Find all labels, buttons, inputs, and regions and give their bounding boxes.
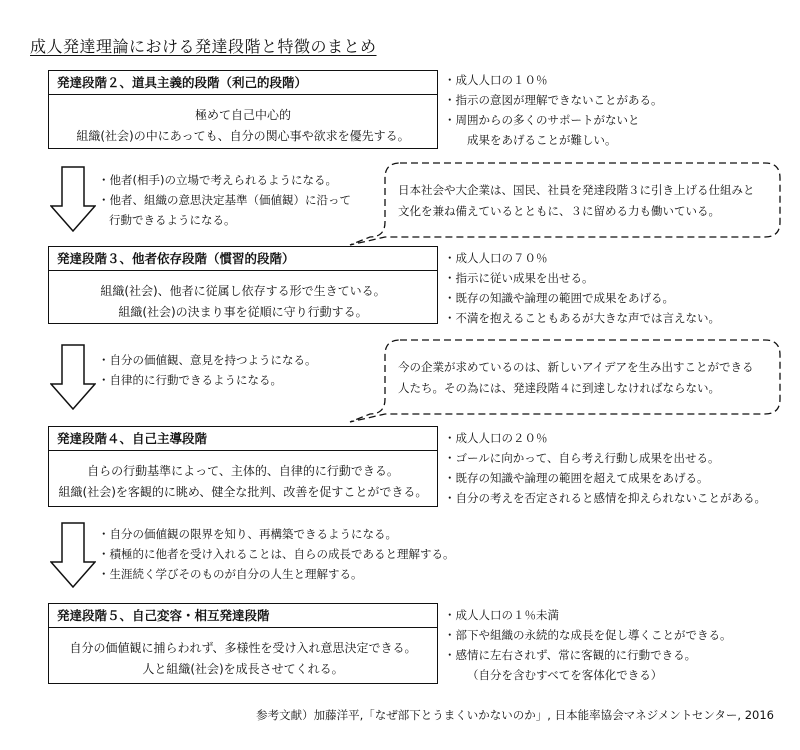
transition-notes-2	[98, 350, 317, 390]
down-arrow-icon	[50, 166, 96, 232]
note-item: ・成人人口の７０％	[444, 251, 548, 265]
transition-notes-1	[98, 170, 351, 230]
transition-notes-3	[98, 524, 455, 584]
note-item: （自分を含むすべてを客体化できる）	[467, 668, 663, 682]
note-item: ・感情に左右されず、常に客観的に行動できる。	[444, 648, 697, 662]
transition-item: ・自律的に行動できるようになる。	[98, 373, 282, 387]
stage-description-line: 人と組織(社会)を成長させてくれる。	[142, 662, 344, 676]
note-item: ・指示に従い成果を出せる。	[444, 271, 594, 285]
bubble-line: 人たち。その為には、発達段階４に到達しなければならない。	[398, 381, 720, 395]
note-item: ・部下や組織の永続的な成長を促し導くことができる。	[444, 628, 732, 642]
stage-description-line: 極めて自己中心的	[194, 108, 291, 122]
transition-item: ・自分の価値観、意見を持つようになる。	[98, 353, 317, 367]
bubble-line: 今の企業が求めているのは、新しいアイデアを生み出すことができる	[398, 360, 754, 374]
stage-header: 発達段階４、自己主導段階	[49, 427, 437, 451]
stage-description-line: 組織(社会)の決まり事を従順に守り行動する。	[118, 305, 368, 319]
stage-description	[49, 95, 437, 147]
stage-notes-2	[444, 70, 663, 150]
stage-box-4	[48, 426, 438, 507]
bubble-line: 文化を兼ね備えているとともに、３に留める力も働いている。	[398, 204, 720, 218]
note-item: ・ゴールに向かって、自ら考え行動し成果を出せる。	[444, 451, 720, 465]
down-arrow-icon	[50, 344, 96, 410]
speech-bubble-text-1	[398, 180, 755, 222]
transition-item: ・自分の価値観の限界を知り、再構築できるようになる。	[98, 527, 397, 541]
note-item: ・既存の知識や論理の範囲を超えて成果をあげる。	[444, 471, 709, 485]
stage-notes-4	[444, 428, 766, 508]
transition-item: ・生涯続く学びそのものが自分の人生と理解する。	[98, 567, 363, 581]
bubble-line: 日本社会や大企業は、国民、社員を発達段階３に引き上げる仕組みと	[398, 183, 755, 197]
stage-description	[49, 451, 437, 503]
note-item: ・指示の意図が理解できないことがある。	[444, 93, 663, 107]
stage-description-line: 自らの行動基準によって、主体的、自律的に行動できる。	[87, 464, 399, 478]
note-item: ・自分の考えを否定されると感情を抑えられないことがある。	[444, 491, 766, 505]
stage-description-line: 組織(社会)を客観的に眺め、健全な批判、改善を促すことができる。	[58, 485, 428, 499]
stage-description	[49, 271, 437, 323]
stage-description-line: 組織(社会)の中にあっても、自分の関心事や欲求を優先する。	[76, 129, 410, 143]
stage-header: 発達段階５、自己変容・相互発達段階	[49, 604, 437, 628]
note-item: ・周囲からの多くのサポートがないと	[444, 113, 640, 127]
note-item: ・成人人口の１％未満	[444, 608, 559, 622]
stage-notes-3	[444, 248, 720, 328]
page-title: 成人発達理論における発達段階と特徴のまとめ	[30, 37, 377, 56]
stage-box-5	[48, 603, 438, 684]
transition-item: ・他者、組織の意思決定基準（価値観）に沿って	[98, 193, 351, 207]
reference-citation: 参考文献）加藤洋平,「なぜ部下とうまくいかないのか」, 日本能率協会マネジメントセンター, 2016	[256, 708, 774, 722]
stage-box-2	[48, 70, 438, 149]
stage-header: 発達段階３、他者依存段階（慣習的段階）	[49, 247, 437, 271]
note-item: ・不満を抱えることもあるが大きな声では言えない。	[444, 311, 720, 325]
stage-header: 発達段階２、道具主義的段階（利己的段階）	[49, 71, 437, 95]
transition-item: ・積極的に他者を受け入れることは、自らの成長であると理解する。	[98, 547, 455, 561]
stage-description-line: 組織(社会)、他者に従属し依存する形で生きている。	[100, 284, 386, 298]
stage-notes-5	[444, 605, 732, 685]
note-item: 成果をあげることが難しい。	[467, 133, 617, 147]
stage-description-line: 自分の価値観に捕らわれず、多様性を受け入れ意思決定できる。	[69, 641, 417, 655]
note-item: ・成人人口の１０％	[444, 73, 548, 87]
transition-item: ・他者(相手)の立場で考えられるようになる。	[98, 173, 337, 187]
stage-description	[49, 628, 437, 680]
note-item: ・既存の知識や論理の範囲で成果をあげる。	[444, 291, 674, 305]
stage-box-3	[48, 246, 438, 324]
note-item: ・成人人口の２０％	[444, 431, 548, 445]
transition-item: 行動できるようになる。	[109, 213, 236, 227]
speech-bubble-text-2	[398, 357, 753, 399]
down-arrow-icon	[50, 522, 96, 588]
